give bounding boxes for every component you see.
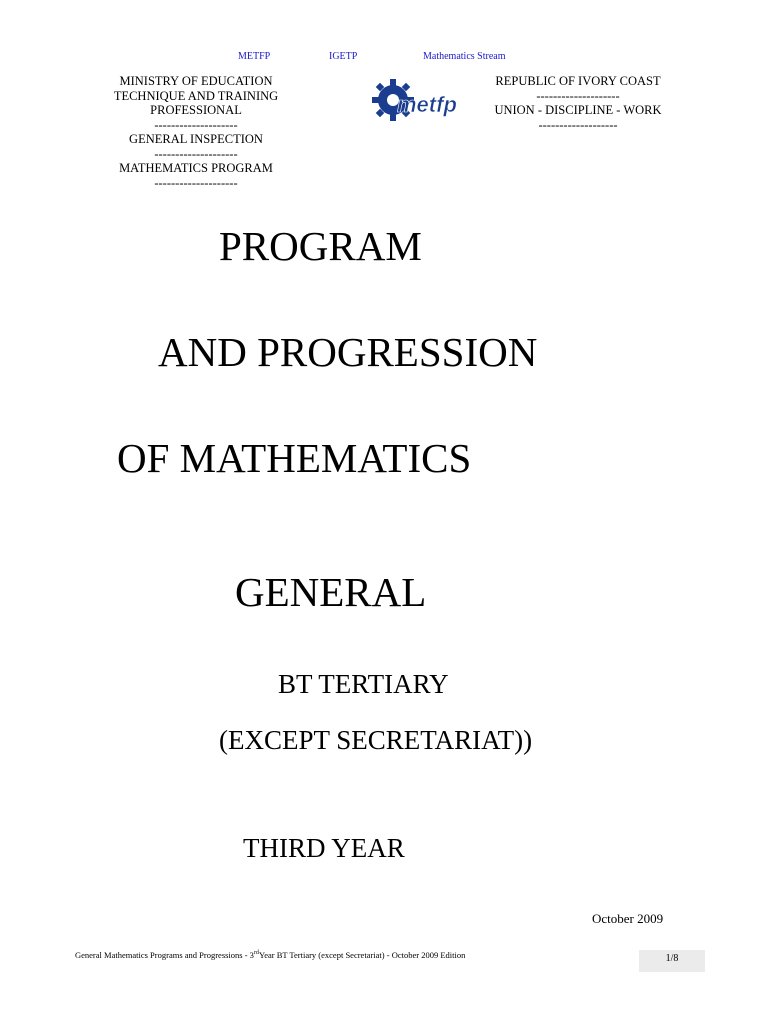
title-line-progression: AND PROGRESSION (158, 329, 538, 375)
metfp-logo (367, 76, 467, 124)
subtitle-bt-tertiary: BT TERTIARY (278, 669, 449, 699)
header-left (80, 74, 312, 190)
subtitle-third-year: THIRD YEAR (243, 833, 405, 863)
separator: ------------------- (538, 117, 618, 132)
ministry-line: PROFESSIONAL (150, 103, 242, 117)
nav-mathematics-stream: Mathematics Stream (423, 51, 506, 62)
title-line-mathematics: OF MATHEMATICS (117, 435, 472, 481)
gear-logo-icon (367, 76, 467, 124)
footer-text (75, 950, 465, 960)
subtitle-except-secretariat: (EXCEPT SECRETARIAT)) (219, 725, 533, 755)
title-line-program: PROGRAM (219, 223, 422, 269)
republic-line: REPUBLIC OF IVORY COAST (495, 74, 661, 88)
nav-metfp: METFP (238, 51, 271, 62)
separator: -------------------- (154, 175, 238, 190)
motto-line: UNION - DISCIPLINE - WORK (494, 103, 662, 117)
logo-text: metfp (397, 92, 457, 117)
header-right (480, 74, 676, 132)
separator: -------------------- (536, 88, 620, 103)
footer-superscript: rd (253, 950, 259, 957)
footer-text-start: General Mathematics Programs and Progressions - 3 (75, 950, 254, 960)
separator: -------------------- (154, 117, 238, 132)
inspection-line: GENERAL INSPECTION (129, 132, 263, 146)
document-date: October 2009 (592, 911, 664, 926)
program-line: MATHEMATICS PROGRAM (119, 161, 273, 175)
page-number: 1/8 (639, 950, 705, 972)
ministry-line: MINISTRY OF EDUCATION (119, 74, 273, 88)
title-line-general: GENERAL (235, 569, 427, 615)
nav-igetp: IGETP (329, 51, 358, 62)
ministry-line: TECHNIQUE AND TRAINING (113, 88, 279, 103)
footer-text-end: Year BT Tertiary (except Secretariat) - October 2009 Edition (258, 950, 466, 960)
separator: -------------------- (154, 146, 238, 161)
